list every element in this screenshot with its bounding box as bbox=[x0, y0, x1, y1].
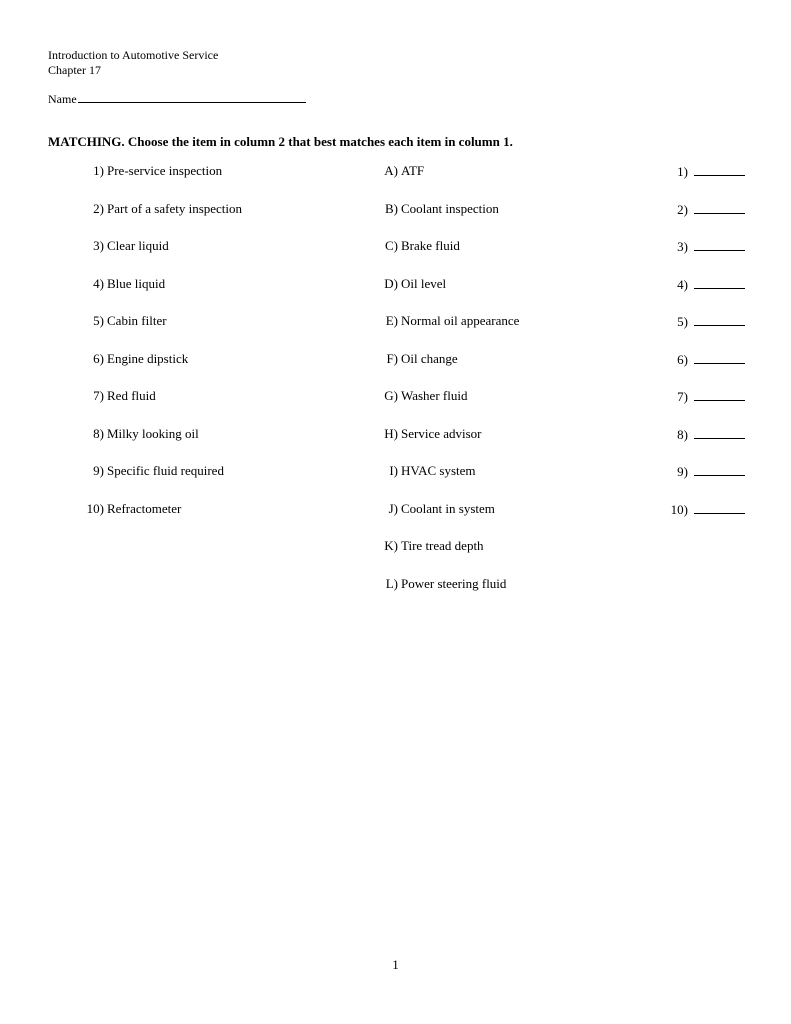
answer-row bbox=[640, 351, 745, 367]
answer-blank[interactable] bbox=[694, 351, 745, 364]
column-1-number: 8) bbox=[93, 426, 104, 441]
answer-blank[interactable] bbox=[694, 238, 745, 251]
answer-number: 2) bbox=[677, 202, 688, 217]
answer-blank[interactable] bbox=[694, 163, 745, 176]
answer-blank[interactable] bbox=[694, 501, 745, 514]
answer-number: 1) bbox=[677, 164, 688, 179]
column-2-item bbox=[360, 276, 446, 291]
column-2-item bbox=[360, 163, 424, 178]
column-1-item bbox=[0, 463, 233, 478]
answer-number: 10) bbox=[670, 502, 688, 517]
column-1-number: 3) bbox=[93, 238, 104, 253]
column-1-text: Clear liquid bbox=[107, 238, 169, 253]
column-1-text: Engine dipstick bbox=[107, 351, 189, 366]
column-1-text: Part of a safety inspection bbox=[107, 201, 243, 216]
column-1-text: Milky looking oil bbox=[107, 426, 199, 441]
column-1-number: 1) bbox=[93, 163, 104, 178]
column-1-item bbox=[0, 163, 233, 178]
answer-number: 7) bbox=[677, 389, 688, 404]
answer-row bbox=[640, 238, 745, 254]
column-2-letter: B) bbox=[385, 201, 398, 216]
name-label: Name bbox=[48, 92, 77, 106]
column-2-text: Oil level bbox=[401, 276, 447, 291]
column-2-letter: D) bbox=[384, 276, 398, 291]
answer-blank[interactable] bbox=[694, 388, 745, 401]
column-2-letter: I) bbox=[389, 463, 398, 478]
column-2-letter: G) bbox=[384, 388, 398, 403]
answer-number: 9) bbox=[677, 464, 688, 479]
column-1-number: 6) bbox=[93, 351, 104, 366]
column-2-text: Washer fluid bbox=[401, 388, 468, 403]
column-2-letter: F) bbox=[386, 351, 398, 366]
column-2-letter: H) bbox=[384, 426, 398, 441]
column-2-item bbox=[360, 313, 519, 328]
answer-blank[interactable] bbox=[694, 201, 745, 214]
answer-row bbox=[640, 426, 745, 442]
column-2-text: Brake fluid bbox=[401, 238, 460, 253]
column-1-item bbox=[0, 276, 233, 291]
column-1-item bbox=[0, 351, 233, 366]
name-field[interactable] bbox=[48, 91, 306, 106]
instructions: MATCHING. Choose the item in column 2 that best matches each item in column 1. bbox=[48, 134, 513, 149]
column-1-item bbox=[0, 238, 233, 253]
column-2-item bbox=[360, 501, 495, 516]
answer-row bbox=[640, 276, 745, 292]
column-1-item bbox=[0, 313, 233, 328]
column-2-item bbox=[360, 463, 476, 478]
column-2-letter: J) bbox=[388, 501, 398, 516]
column-2-text: ATF bbox=[401, 163, 425, 178]
column-1-item bbox=[0, 201, 243, 216]
course-title: Introduction to Automotive Service bbox=[48, 48, 219, 62]
column-1-item bbox=[0, 426, 233, 441]
column-1-text: Red fluid bbox=[107, 388, 156, 403]
answer-row bbox=[640, 163, 745, 179]
column-2-letter: A) bbox=[384, 163, 398, 178]
answer-row bbox=[640, 388, 745, 404]
column-2-item bbox=[360, 576, 506, 591]
answer-row bbox=[640, 463, 745, 479]
column-2-letter: E) bbox=[385, 313, 398, 328]
answer-blank[interactable] bbox=[694, 276, 745, 289]
column-2-item bbox=[360, 201, 499, 216]
answer-number: 4) bbox=[677, 277, 688, 292]
column-1-text: Cabin filter bbox=[107, 313, 167, 328]
column-2-text: HVAC system bbox=[401, 463, 476, 478]
column-1-text: Specific fluid required bbox=[107, 463, 224, 478]
answer-row bbox=[640, 501, 745, 517]
column-2-letter: C) bbox=[385, 238, 398, 253]
column-1-number: 4) bbox=[93, 276, 104, 291]
column-2-item bbox=[360, 238, 460, 253]
column-2-letter: K) bbox=[384, 538, 398, 553]
column-2-item bbox=[360, 388, 467, 403]
column-1-item bbox=[0, 501, 233, 516]
column-1-number: 10) bbox=[86, 501, 104, 516]
column-2-text: Power steering fluid bbox=[401, 576, 507, 591]
column-1-number: 9) bbox=[93, 463, 104, 478]
column-2-text: Tire tread depth bbox=[401, 538, 484, 553]
column-2-item bbox=[360, 538, 484, 553]
answer-row bbox=[640, 313, 745, 329]
column-2-text: Oil change bbox=[401, 351, 458, 366]
column-1-text: Pre-service inspection bbox=[107, 163, 223, 178]
answer-row bbox=[640, 201, 745, 217]
answer-blank[interactable] bbox=[694, 313, 745, 326]
name-blank[interactable] bbox=[78, 91, 306, 103]
column-1-number: 2) bbox=[93, 201, 104, 216]
column-2-text: Coolant in system bbox=[401, 501, 495, 516]
chapter-label: Chapter 17 bbox=[48, 63, 101, 77]
column-2-text: Coolant inspection bbox=[401, 201, 499, 216]
page-number: 1 bbox=[392, 957, 399, 972]
column-2-text: Normal oil appearance bbox=[401, 313, 520, 328]
answer-blank[interactable] bbox=[694, 463, 745, 476]
answer-blank[interactable] bbox=[694, 426, 745, 439]
column-2-text: Service advisor bbox=[401, 426, 482, 441]
column-2-letter: L) bbox=[385, 576, 398, 591]
answer-number: 8) bbox=[677, 427, 688, 442]
answer-number: 6) bbox=[677, 352, 688, 367]
column-1-text: Blue liquid bbox=[107, 276, 166, 291]
answer-number: 5) bbox=[677, 314, 688, 329]
column-1-item bbox=[0, 388, 233, 403]
column-1-text: Refractometer bbox=[107, 501, 182, 516]
column-1-number: 5) bbox=[93, 313, 104, 328]
column-2-item bbox=[360, 426, 482, 441]
column-2-item bbox=[360, 351, 458, 366]
answer-number: 3) bbox=[677, 239, 688, 254]
column-1-number: 7) bbox=[93, 388, 104, 403]
